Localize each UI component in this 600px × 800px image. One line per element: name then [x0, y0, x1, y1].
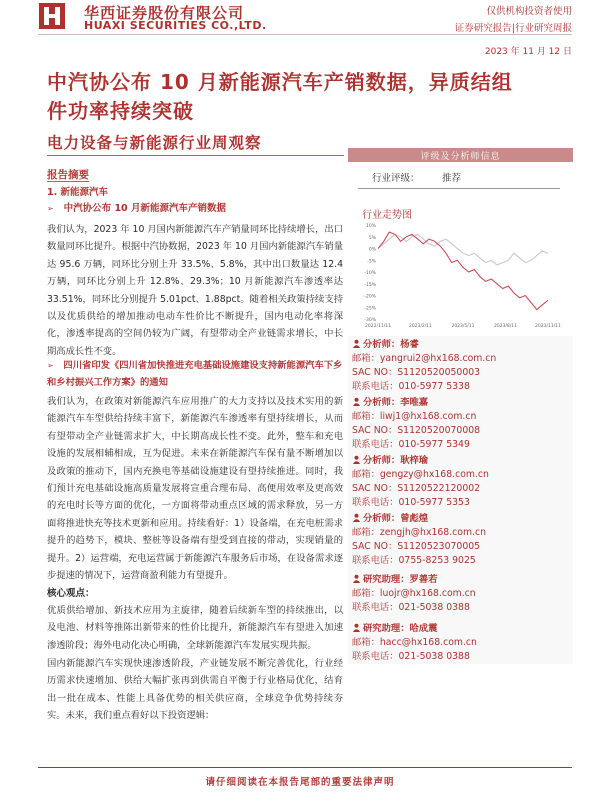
analyst-title: 分析师：曾彪煌 [352, 510, 428, 524]
rating-header-text: 评级及分析师信息 [420, 152, 501, 162]
analyst-email: 邮箱：yangrui2@hx168.com.cn [352, 353, 497, 364]
triangle-bullet-icon: ➢ [47, 204, 54, 213]
industry-rating-value: 推荐 [442, 173, 462, 184]
x-tick-label: 2022/11/11 [365, 324, 391, 329]
person-icon [352, 397, 361, 406]
analyst-title: 分析师：耿梓瑜 [352, 452, 428, 466]
summary-heading: 报告摘要 [47, 169, 89, 181]
analyst-title: 分析师：李唯嘉 [352, 394, 428, 408]
bullet-heading-2 [47, 357, 343, 392]
x-axis-ticks [365, 323, 561, 329]
company-name-en: HUAXI SECURITIES CO.,LTD. [84, 19, 267, 32]
bullet-text: 四川省印发《四川省加快推进充电基础设施建设支持新能源汽车下乡和乡村振兴工作方案》的通知 [47, 360, 343, 389]
analyst-title: 研究助理：哈成震 [352, 620, 437, 634]
rating-divider [358, 188, 560, 189]
y-tick-label: -25% [364, 306, 376, 312]
report-type: 证券研究报告|行业研究周报 [454, 23, 572, 34]
y-tick-label: -20% [364, 294, 376, 300]
analyst-phone: 联系电话：010-5977 5353 [352, 497, 470, 508]
header-divider [38, 34, 572, 35]
bullet-text: 中汽协公布 10 月新能源汽车产销数据 [63, 203, 226, 214]
person-icon [352, 623, 361, 632]
analyst-phone: 联系电话：010-5977 5338 [352, 381, 470, 392]
analyst-title: 研究助理：罗善若 [352, 571, 437, 585]
title-divider [47, 155, 344, 156]
x-tick-label: 2023/8/11 [493, 324, 518, 329]
core-paragraph-2: 国内新能源汽车实现快速渗透阶段，产业链发展不断完善优化，行业经历需求快速增加、供给大幅扩张再到供需自平衡于行业格局优化，结育出一批在成本、性能上具备优势的相关供应商，全球竞争优势持续夯实。未来，我们重点看好以下投资逻辑： [47, 658, 343, 722]
y-tick-label: -5% [367, 259, 376, 265]
y-tick-label: -15% [364, 282, 376, 288]
analyst-phone: 联系电话：021-5038 0388 [352, 602, 470, 613]
x-tick-label: 2023/2/11 [408, 324, 433, 329]
summary-paragraph-2: 我们认为，在政策对新能源汽车应用推广的大力支持以及技术实用的新能源汽车车型供给持续丰富下，新能源汽车渗透率有望持续增长，从而有望带动全产业链需求扩大，中长期高成长性不变。此外，整车和充电设施的发展相辅相成，互为促进。未来在新能源汽车保有量不断增加以及政策的推动下，国内充换电等基础设施建设有望持续推进。同时，我们预计充电基础设施高质量发展将宣重合理布局、高便用效率及更高效的充电时长等方面的优化，一方面将带动重点区域的需求释放，另一方面将推进快充等技术更新和应用。持续看好：1）设备端，在充电桩需求提升的趋势下，模块、整桩等设备端有望受到直接的带动，实现销量的提升。2）运营端，充电运营属于新能源汽车服务后市场，在设备需求逐步提速的情况下，运营商盈利能力有望提升。 [47, 396, 343, 582]
company-name-cn: 华西证券股份有限公司 [84, 4, 245, 22]
y-tick-label: -30% [364, 318, 376, 323]
bullet-heading-1 [47, 200, 226, 214]
series-line-2 [378, 232, 548, 310]
investor-note: 仅供机构投资者使用 [486, 6, 572, 17]
summary-paragraph-1: 我们认为，2023 年 10 月国内新能源汽车产销量同环比持续增长，出口数量同环比提升。根据中汽协数据，2023 年 10 月国内新能源汽车销量达 95.6 万辆，同环比分别上升 33.5%、5.8%，其中出口数量达 12.4 万辆，同环比分别上升 12.8%、29.3%；10 月新能源汽车渗透率达 33.51%，同环比分别提升 5.01pct、1.88pct。随着相关政策持续支持以及优质供给的增加推动电动车性价比不断提升，国内电动化率将深化，渗透率提高的空间仍较为广阔，有望带动全产业链需求增长，中长期高成长性不变。 [47, 224, 343, 357]
legal-disclaimer-notice: 请仔细阅读在本报告尾部的重要法律声明 [205, 777, 395, 788]
analyst-email: 邮箱：luojr@hx168.com.cn [352, 588, 476, 599]
analyst-email: 邮箱：hacc@hx168.com.cn [352, 637, 477, 648]
analyst-phone: 联系电话：0755-8253 9025 [352, 555, 476, 566]
x-tick-label: 2023/11/11 [535, 324, 561, 329]
core-paragraph-1: 优质供给增加、新技术应用为主旋律，随着后续新车型的持续推出，以及电池、材料等推陈出新带来的性价比提升，新能源汽车有望进入加速渗透阶段；海外电动化决心明确，全球新能源汽车发展实现共振。 [47, 605, 343, 651]
core-view-heading: 核心观点： [47, 588, 95, 599]
industry-trend-chart [358, 219, 561, 331]
y-axis-ticks [364, 223, 376, 323]
y-tick-label: 0% [368, 247, 376, 253]
y-tick-label: -10% [364, 271, 376, 276]
triangle-bullet-icon: ➢ [47, 361, 54, 370]
person-icon [352, 455, 361, 464]
analyst-sac-number: SAC NO：S1120520070008 [352, 425, 481, 436]
summary-underline [47, 181, 89, 182]
analyst-sac-number: SAC NO：S1120523070005 [352, 541, 481, 552]
report-subtitle: 电力设备与新能源行业周观察 [47, 134, 262, 152]
y-tick-label: 10% [365, 224, 376, 229]
section-heading-ev: 1. 新能源汽车 [47, 187, 109, 198]
footer-divider [38, 767, 572, 768]
person-icon [352, 574, 361, 583]
x-tick-label: 2023/5/11 [451, 324, 475, 329]
analyst-sac-number: SAC NO：S1120522120002 [352, 483, 481, 494]
analyst-email: 邮箱：zengjh@hx168.com.cn [352, 527, 486, 538]
report-date: 2023 年 11 月 12 日 [484, 47, 572, 57]
huaxi-logo-icon [38, 2, 66, 30]
report-title-line2: 件功率持续突破 [47, 99, 194, 123]
analyst-title: 分析师：杨睿 [352, 336, 419, 350]
analyst-phone: 联系电话：021-5038 0388 [352, 651, 470, 662]
analyst-email: 邮箱：gengzy@hx168.com.cn [352, 469, 489, 480]
y-tick-label: 5% [368, 235, 376, 241]
trend-chart-title: 行业走势图 [362, 210, 412, 221]
industry-rating-label: 行业评级： [372, 173, 420, 184]
analyst-email: 邮箱：liwj1@hx168.com.cn [352, 411, 477, 422]
person-icon [352, 513, 361, 522]
analyst-phone: 联系电话：010-5977 5349 [352, 439, 470, 450]
analyst-sac-number: SAC NO：S1120520050003 [352, 367, 481, 378]
report-title-line1: 中汽协公布 10 月新能源汽车产销数据，异质结组 [47, 70, 513, 94]
person-icon [352, 339, 361, 348]
chart-series [378, 232, 548, 310]
